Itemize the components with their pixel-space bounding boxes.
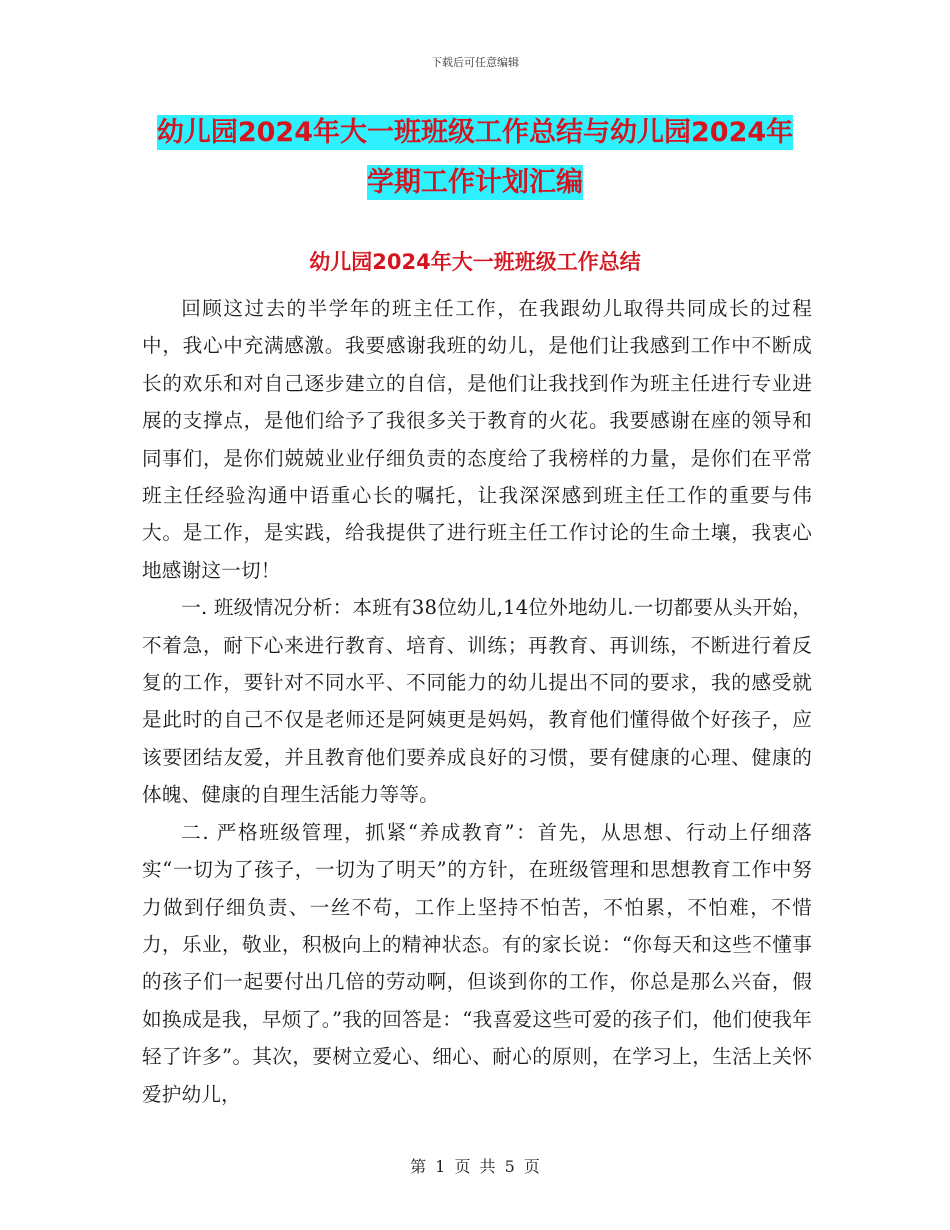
paragraph-class-analysis: 一. 班级情况分析：本班有38位幼儿,14位外地幼儿.一切都要从头开始，不着急，耐下心来进行教育、培育、训练；再教育、再训练，不断进行着反复的工作，要针对不同水平、不同能力的幼儿提出不同的要求，我的感受就是此时的自己不仅是老师还是阿姨更是妈妈，教育他们懂得做个好孩子，应该要团结友爱，并且教育他们要养成良好的习惯，要有健康的心理、健康的体魄、健康的自理生活能力等等。 <box>142 596 812 807</box>
document-title <box>140 108 810 208</box>
page-footer: 第 1 页 共 5 页 <box>410 1157 540 1176</box>
section-title: 幼儿园2024年大一班班级工作总结 <box>309 250 641 274</box>
paragraph-class-management: 二. 严格班级管理，抓紧“养成教育”：首先，从思想、行动上仔细落实“一切为了孩子，一切为了明天”的方针，在班级管理和思想教育工作中努力做到仔细负责、一丝不苟，工作上坚持不怕苦，不怕累，不怕难，不惜力，乐业，敬业，积极向上的精神状态。有的家长说：“你每天和这些不懂事的孩子们一起要付出几倍的劳动啊，但谈到你的工作，你总是那么兴奋，假如换成是我，早烦了。”我的回答是：“我喜爱这些可爱的孩子们，他们使我年轻了许多”。其次，要树立爱心、细心、耐心的原则，在学习上，生活上关怀爱护幼儿， <box>142 820 812 1106</box>
paragraph-intro: 回顾这过去的半学年的班主任工作，在我跟幼儿取得共同成长的过程中，我心中充满感激。我要感谢我班的幼儿，是他们让我感到工作中不断成长的欢乐和对自己逐步建立的自信，是他们让我找到作为班主任进行专业进展的支撑点，是他们给予了我很多关于教育的火花。我要感谢在座的领导和同事们，是你们兢兢业业仔细负责的态度给了我榜样的力量，是你们在平常班主任经验沟通中语重心长的嘱托，让我深深感到班主任工作的重要与伟大。是工作，是实践，给我提供了进行班主任工作讨论的生命土壤，我衷心地感谢这一切！ <box>142 297 812 582</box>
document-title-line-2: 学期工作计划汇编 <box>367 167 583 198</box>
header-note: 下载后可任意编辑 <box>431 56 519 69</box>
document-title-line-1: 幼儿园2024年大一班班级工作总结与幼儿园2024年 <box>156 117 794 148</box>
document-body <box>142 290 812 1113</box>
